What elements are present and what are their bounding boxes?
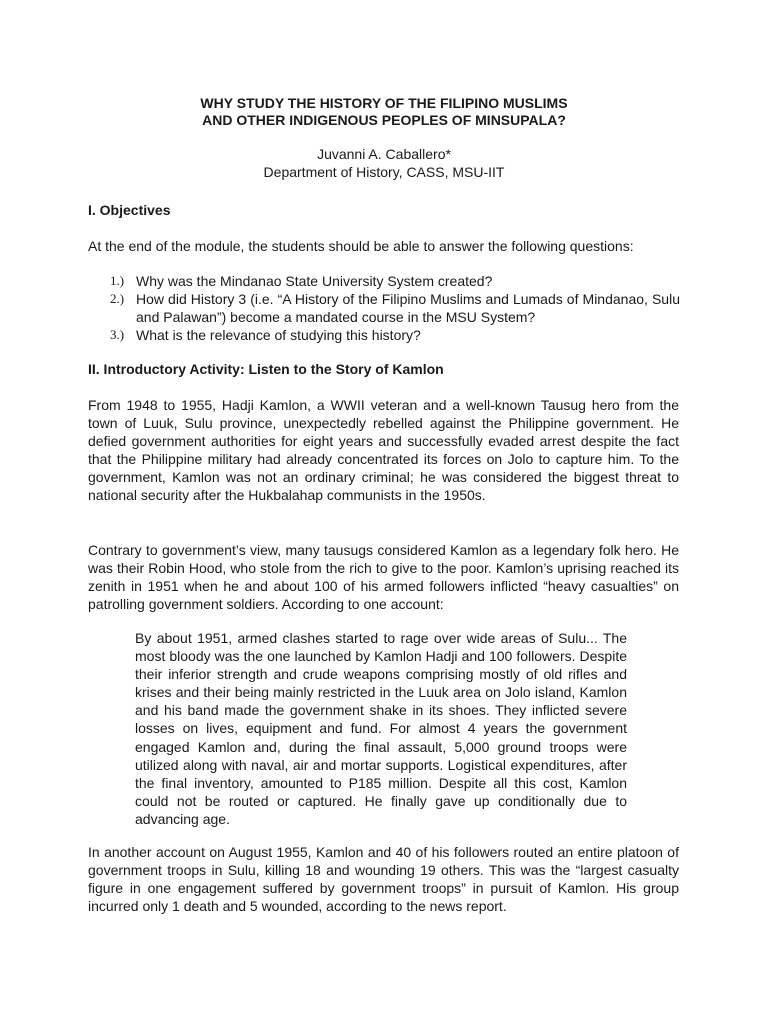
author-name: Juvanni A. Caballero* xyxy=(317,146,451,162)
list-item-text: How did History 3 (i.e. “A History of the Filipino Muslims and Lumads of Mindanao, Sulu and Palawan”) become a mandated course in the MSU System? xyxy=(136,291,680,326)
title-line-1: WHY STUDY THE HISTORY OF THE FILIPINO MUSLIMS xyxy=(200,95,568,111)
list-item-number: 2.) xyxy=(110,291,125,307)
list-item xyxy=(110,272,680,290)
paragraph-2: Contrary to government’s view, many tausugs considered Kamlon as a legendary folk hero. He was their Robin Hood, who stole from the rich to give to the poor. Kamlon’s uprising reached its zenith in 1951 when he and about 100 of his armed followers inflicted “heavy casualties” on patrolling government soldiers. According to one account: xyxy=(88,542,679,613)
questions-list xyxy=(110,272,680,344)
paragraph-3: In another account on August 1955, Kamlon and 40 of his followers routed an entire platoon of government troops in Sulu, killing 18 and wounding 19 others. This was the “largest casualty figure in one engagement suffered by government troops” in pursuit of Kamlon. His group incurred only 1 death and 5 wounded, according to the news report. xyxy=(88,844,679,915)
title-line-2: AND OTHER INDIGENOUS PEOPLES OF MINSUPALA? xyxy=(202,112,566,128)
list-item-text: What is the relevance of studying this history? xyxy=(136,327,421,344)
author-affiliation: Department of History, CASS, MSU-IIT xyxy=(263,164,505,180)
section-heading-introductory-activity: II. Introductory Activity: Listen to the Story of Kamlon xyxy=(88,361,444,377)
section-heading-objectives: I. Objectives xyxy=(88,202,171,218)
objectives-intro: At the end of the module, the students should be able to answer the following questions: xyxy=(88,238,634,254)
list-item-text: Why was the Mindanao State University System created? xyxy=(136,273,493,289)
list-item xyxy=(110,290,680,326)
author-block xyxy=(0,145,768,181)
document-title xyxy=(0,95,768,129)
list-item-number: 3.) xyxy=(110,327,125,343)
paragraph-1: From 1948 to 1955, Hadji Kamlon, a WWII veteran and a well-known Tausug hero from the town of Luuk, Sulu province, unexpectedly rebelled against the Philippine government. He defied government authorities for eight years and successfully evaded arrest despite the fact that the Philippine military had already concentrated its forces on Jolo to capture him. To the government, Kamlon was not an ordinary criminal; he was considered the biggest threat to national security after the Hukbalahap communists in the 1950s. xyxy=(88,397,679,504)
block-quote: By about 1951, armed clashes started to rage over wide areas of Sulu... The most bloody was the one launched by Kamlon Hadji and 100 followers. Despite their inferior strength and crude weapons comprising mostly of old rifles and krises and their being mainly restricted in the Luuk area on Jolo island, Kamlon and his band made the government shake in its shoes. They inflicted severe losses on lives, equipment and fund. For almost 4 years the government engaged Kamlon and, during the final assault, 5,000 ground troops were utilized along with naval, air and mortar supports. Logistical expenditures, after the final inventory, amounted to P185 million. Despite all this cost, Kamlon could not be routed or captured. He finally gave up conditionally due to advancing age. xyxy=(135,630,627,827)
list-item-number: 1.) xyxy=(110,273,125,288)
list-item xyxy=(110,326,680,344)
